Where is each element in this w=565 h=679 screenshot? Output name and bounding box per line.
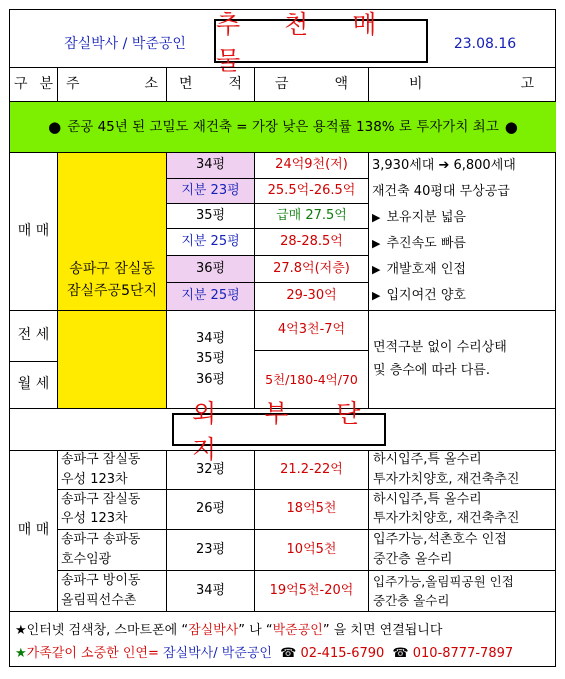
area-cell: 32평 — [195, 461, 226, 477]
office-name: 잠실박사/ 박준공인 — [162, 646, 272, 661]
address-line: 우성 123차 — [61, 471, 128, 487]
rent-note-line: 및 층수에 따라 다름. — [373, 362, 490, 378]
price-cell: 28-28.5억 — [280, 233, 343, 249]
brand-label: 잠실박사 / 박준공인 — [64, 36, 186, 53]
rebuild-note: 재건축 40평대 무상공급 — [372, 183, 510, 199]
area-cell: 34평 — [167, 153, 254, 178]
note-line: 투자가치양호, 재건축추진 — [373, 511, 520, 526]
area-cell: 26평 — [195, 501, 226, 517]
note-line: 중간층 올수리 — [373, 551, 453, 567]
outer-note — [373, 451, 556, 489]
banner-text: 준공 45년 된 고밀도 재건축 = 가장 낮은 용적률 138% 로 투자가치 최고 — [67, 118, 499, 135]
area-cell: 지분 25평 — [181, 233, 240, 249]
area-cell: 36평 — [195, 371, 226, 387]
area-cell: 23평 — [195, 541, 226, 557]
jeonse-label: 전 세 — [17, 327, 50, 344]
footer-text: 가족같이 소중한 인연= — [26, 646, 159, 661]
area-cell: 36평 — [167, 256, 254, 282]
main-address — [58, 153, 166, 408]
note-bullet: ▶ 보유지분 넓음 — [372, 209, 466, 225]
col-header-price: 금 액 — [275, 75, 348, 92]
address-line: 잠실주공5단지 — [66, 282, 158, 299]
wolse-label: 월 세 — [17, 376, 50, 393]
address-line: 송파구 잠실동 — [69, 261, 155, 277]
page-title: 추 천 매 물 — [214, 19, 428, 63]
note-line: 하시입주,특 올수리 — [373, 452, 482, 468]
price-cell: 급매 27.5억 — [276, 207, 347, 223]
outer-address — [61, 490, 166, 529]
footer-text: 인터넷 검색창, 스마트폰에 “ — [26, 623, 189, 638]
area-cell: 34평 — [195, 331, 226, 347]
price-cell: 19억5천-20억 — [269, 582, 354, 598]
households-note: 3,930세대 ➔ 6,800세대 — [372, 158, 516, 173]
address-line: 우성 123차 — [61, 511, 128, 526]
rent-note — [373, 311, 555, 408]
keyword-link[interactable]: 잠실박사 — [188, 623, 239, 638]
sale-notes — [372, 156, 556, 306]
col-header-area: 면 적 — [179, 75, 242, 92]
highlight-banner — [10, 102, 556, 152]
bullet-icon: ● — [504, 117, 518, 136]
col-header-address: 주 소 — [66, 75, 158, 92]
area-cell: 34평 — [195, 582, 226, 598]
outer-address — [61, 571, 166, 611]
address-line: 호수임광 — [61, 551, 112, 567]
triangle-right-icon: ▶ — [372, 237, 381, 251]
price-cell: 29-30억 — [286, 288, 337, 304]
note-line: 투자가치양호, 재건축추진 — [373, 471, 520, 487]
footer-text: ” 을 치면 연결됩니다 — [322, 623, 443, 638]
phone-number[interactable]: 02-415-6790 — [300, 646, 385, 661]
price-cell: 10억5천 — [286, 541, 337, 557]
outer-note — [373, 571, 556, 611]
note-line: 중간층 올수리 — [373, 592, 450, 608]
triangle-right-icon: ▶ — [372, 288, 381, 302]
footer-line-contact — [9, 642, 556, 661]
jeonse-price: 4억3천-7억 — [277, 322, 346, 338]
address-line: 송파구 잠실동 — [61, 452, 141, 468]
address-line: 송파구 잠실동 — [61, 491, 141, 507]
area-cell: 35평 — [195, 207, 226, 223]
price-cell: 25.5억-26.5억 — [267, 182, 356, 198]
rent-note-line: 면적구분 없이 수리상태 — [373, 340, 507, 356]
address-line: 올림픽선수촌 — [61, 592, 137, 608]
phone-number[interactable]: 010-8777-7897 — [412, 646, 514, 661]
footer-line-search — [9, 619, 556, 638]
area-cell: 지분 23평 — [167, 179, 254, 203]
outer-note — [373, 530, 556, 570]
address-line: 송파구 방이동 — [61, 573, 141, 589]
address-line: 송파구 송파동 — [61, 532, 141, 548]
price-cell: 21.2-22억 — [280, 461, 343, 477]
price-cell: 27.8억(저층) — [273, 260, 350, 276]
note-bullet: ▶ 추진속도 빠름 — [372, 235, 466, 251]
note-line: 입주가능,석촌호수 인접 — [373, 532, 507, 548]
area-cell: 지분 25평 — [167, 283, 254, 310]
date-label: 23.08.16 — [453, 36, 517, 53]
outer-sale-label: 매 매 — [17, 522, 50, 539]
note-line: 하시입주,특 올수리 — [373, 491, 482, 507]
outer-address — [61, 530, 166, 570]
phone-icon: ☎ — [280, 646, 297, 661]
note-bullet: ▶ 개발호재 인접 — [372, 261, 466, 277]
footer-text: ” 나 “ — [238, 623, 273, 638]
keyword-link[interactable]: 박준공인 — [272, 623, 323, 638]
price-cell: 24억9천(저) — [275, 157, 348, 173]
bullet-icon: ● — [48, 117, 62, 136]
triangle-right-icon: ▶ — [372, 211, 381, 225]
price-cell: 18억5천 — [286, 501, 337, 517]
col-header-gubun: 구 분 — [14, 75, 53, 92]
note-line: 입주가능,올림픽공원 인접 — [373, 573, 514, 589]
outer-address — [61, 451, 166, 489]
wolse-price: 5천/180-4억/70 — [265, 371, 358, 387]
outer-title: 외 부 단 지 — [172, 413, 386, 446]
phone-icon: ☎ — [392, 646, 409, 661]
note-bullet: ▶ 입지여건 양호 — [372, 287, 466, 303]
triangle-right-icon: ▶ — [372, 263, 381, 276]
col-header-note: 비 고 — [409, 75, 534, 92]
outer-note — [373, 490, 556, 529]
area-cell: 35평 — [195, 351, 226, 367]
star-icon: ★ — [15, 623, 27, 638]
sale-label: 매 매 — [17, 222, 50, 239]
star-icon: ★ — [15, 646, 27, 661]
